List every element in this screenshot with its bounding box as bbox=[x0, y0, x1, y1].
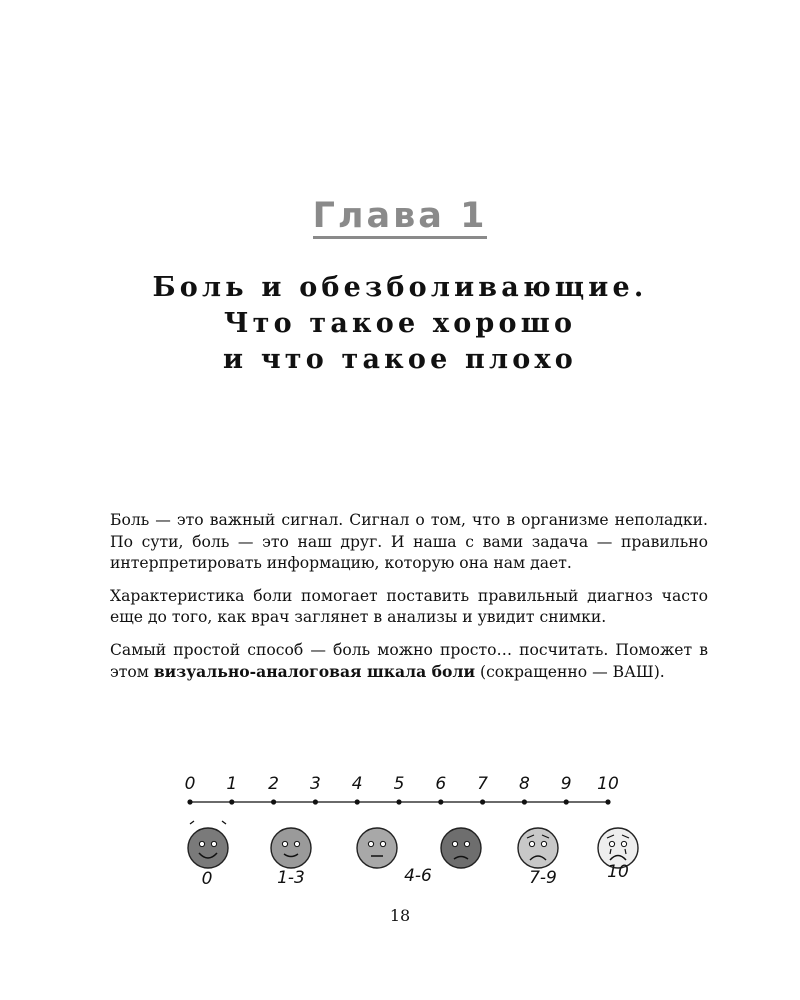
pain-scale-figure bbox=[170, 765, 650, 895]
scale-range-0: 0 bbox=[201, 869, 213, 889]
scale-tick-2 bbox=[271, 799, 276, 804]
title-line-1: Боль и обезболивающие. bbox=[152, 272, 648, 303]
face-0-mark-right bbox=[222, 821, 226, 824]
page-number: 18 bbox=[389, 906, 411, 925]
scale-number-9: 9 bbox=[560, 774, 572, 794]
face-0-mark-left bbox=[190, 821, 194, 824]
chapter-label bbox=[0, 196, 800, 236]
face-sad bbox=[441, 828, 481, 868]
scale-number-8: 8 bbox=[518, 774, 530, 794]
scale-tick-4 bbox=[355, 799, 360, 804]
scale-range-3: 7-9 bbox=[529, 868, 557, 888]
scale-number-2: 2 bbox=[268, 774, 280, 794]
scale-number-3: 3 bbox=[309, 774, 321, 794]
scale-tick-5 bbox=[396, 799, 401, 804]
title-line-3: и что такое плохо bbox=[223, 344, 577, 375]
paragraph-2: Характеристика боли помогает поставить правильный диагноз часто еще до того, как врач заглянет в анализы и увидит снимки. bbox=[110, 586, 708, 626]
body-text bbox=[110, 510, 708, 695]
paragraph-3 bbox=[110, 640, 708, 684]
face-3-right-eye bbox=[464, 841, 469, 846]
paragraph-3-term: визуально-аналоговая шкала боли bbox=[153, 662, 476, 681]
scale-tick-0 bbox=[187, 799, 192, 804]
scale-number-0: 0 bbox=[184, 774, 196, 794]
scale-number-6: 6 bbox=[435, 774, 447, 794]
scale-tick-10 bbox=[605, 799, 610, 804]
scale-tick-8 bbox=[522, 799, 527, 804]
chapter-label-text: Глава 1 bbox=[313, 196, 488, 239]
title-line-2: Что такое хорошо bbox=[223, 308, 577, 339]
face-3-left-eye bbox=[452, 841, 457, 846]
face-slightly-happy bbox=[271, 828, 311, 868]
scale-number-7: 7 bbox=[477, 774, 489, 794]
face-0-left-eye bbox=[199, 841, 204, 846]
scale-range-4: 10 bbox=[607, 862, 629, 882]
face-happy bbox=[188, 828, 228, 868]
scale-tick-6 bbox=[438, 799, 443, 804]
face-5-right-eye bbox=[621, 841, 626, 846]
paragraph-1: Боль — это важный сигнал. Сигнал о том, что в организме неполадки. По сути, боль — это наш друг. И наша с вами задача — правильно интерпретировать информацию, которую она нам дает. bbox=[110, 511, 708, 572]
face-neutral bbox=[357, 828, 397, 868]
chapter-title bbox=[0, 270, 800, 378]
face-2-right-eye bbox=[380, 841, 385, 846]
face-2-left-eye bbox=[368, 841, 373, 846]
scale-tick-9 bbox=[564, 799, 569, 804]
scale-number-10: 10 bbox=[597, 774, 619, 794]
paragraph-3-start: Самый простой способ — боль можно просто… посчитать. Поможет в этом bbox=[110, 640, 708, 681]
face-4-right-eye bbox=[541, 841, 546, 846]
scale-number-1: 1 bbox=[226, 774, 238, 794]
scale-tick-1 bbox=[229, 799, 234, 804]
face-0-right-eye bbox=[211, 841, 216, 846]
face-4-left-eye bbox=[529, 841, 534, 846]
scale-tick-3 bbox=[313, 799, 318, 804]
face-very-sad bbox=[518, 828, 558, 868]
scale-range-1: 1-3 bbox=[277, 868, 305, 888]
face-1-left-eye bbox=[282, 841, 287, 846]
scale-range-2: 4-6 bbox=[404, 866, 432, 886]
face-5-left-eye bbox=[609, 841, 614, 846]
scale-number-4: 4 bbox=[351, 774, 363, 794]
scale-tick-7 bbox=[480, 799, 485, 804]
scale-number-5: 5 bbox=[393, 774, 405, 794]
face-1-right-eye bbox=[294, 841, 299, 846]
paragraph-3-end: (сокращенно — ВАШ). bbox=[475, 663, 665, 681]
